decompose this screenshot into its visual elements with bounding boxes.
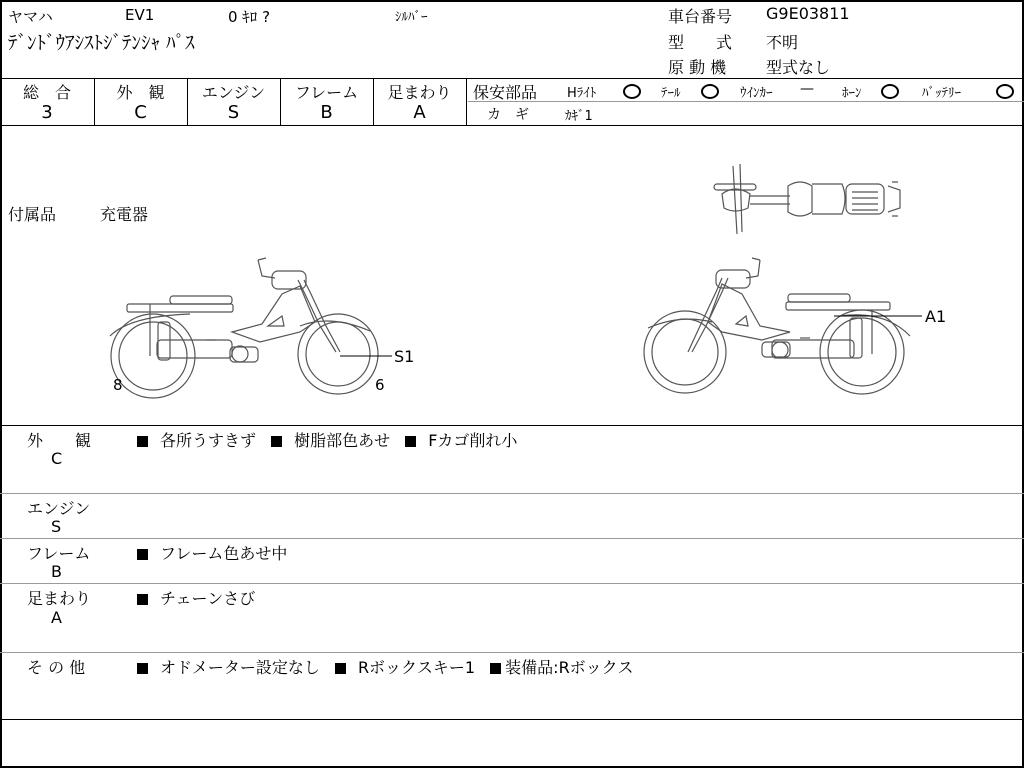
remarks-engine-grade: S: [51, 517, 62, 536]
motorcycle-diagram: [0, 126, 1024, 426]
safety-label: 保安部品: [473, 83, 538, 102]
frame-no-label: 車台番号: [668, 7, 733, 26]
tail-ok-mark: [701, 84, 719, 99]
key-label: カ ギ: [487, 107, 529, 123]
remarks-divider: [0, 652, 1024, 653]
bullet-square-icon: [137, 436, 148, 447]
bullet-square-icon: [137, 663, 148, 674]
exterior-grade-value: C: [134, 102, 147, 123]
remark-item: チェーンさび: [160, 589, 256, 608]
remarks-other-label: そ の 他: [27, 658, 86, 677]
remarks-top-line: [0, 425, 1024, 426]
battery-label: ﾊﾞｯﾃﾘｰ: [922, 86, 961, 101]
remarks-bottom-line: [0, 719, 1024, 720]
damage-marker-8: 8: [113, 376, 123, 394]
horn-label: ﾎｰﾝ: [842, 86, 862, 101]
accessories-value: 充電器: [100, 205, 149, 224]
remarks-exterior-grade: C: [51, 449, 63, 468]
suspension-grade-value: A: [413, 102, 426, 123]
suspension-grade-label: 足まわり: [387, 83, 452, 102]
winker-status: —: [800, 81, 814, 97]
model-code: EV1: [125, 6, 155, 24]
winker-label: ｳｲﾝｶｰ: [740, 86, 773, 101]
remarks-frame-items: [137, 541, 287, 564]
type-label: 型 式: [668, 33, 733, 52]
tail-label: ﾃｰﾙ: [661, 86, 681, 101]
remark-item: 各所うすきず: [160, 431, 257, 450]
model-name: ﾃﾞﾝﾄﾞｳｱｼｽﾄｼﾞﾃﾝｼｬ ﾊﾟｽ: [8, 32, 195, 54]
damage-marker-6: 6: [375, 376, 385, 394]
horn-ok-mark: [881, 84, 899, 99]
remarks-divider: [0, 583, 1024, 584]
overall-grade-label: 総 合: [22, 83, 71, 102]
bullet-square-icon: [137, 549, 148, 560]
remarks-engine-label: エンジン: [27, 499, 91, 518]
remarks-suspension-label: 足まわり: [27, 589, 92, 608]
grade-col-divider: [466, 78, 467, 125]
remark-item: Fカゴ削れ小: [428, 431, 518, 450]
overall-grade-value: 3: [41, 102, 53, 123]
engine-type-value: 型式なし: [766, 58, 831, 77]
remark-item: フレーム色あせ中: [160, 544, 288, 563]
left-side-view-scooter-icon: [110, 258, 378, 398]
maker: ヤマハ: [8, 8, 53, 26]
exterior-grade-label: 外 観: [116, 83, 165, 102]
type-value: 不明: [766, 33, 799, 52]
bullet-square-icon: [490, 663, 501, 674]
accessories-label: 付属品: [8, 205, 57, 224]
bullet-square-icon: [405, 436, 416, 447]
remark-item: 装備品:Rボックス: [505, 658, 634, 677]
frame-no-value: G9E03811: [766, 4, 850, 23]
battery-ok-mark: [996, 84, 1014, 99]
safety-divider-line: [468, 101, 1024, 102]
grade-row-top-line: [0, 78, 1024, 79]
top-view-scooter-icon: [714, 164, 900, 234]
damage-marker-s1: S1: [394, 347, 415, 366]
bullet-square-icon: [137, 594, 148, 605]
remarks-suspension-grade: A: [51, 608, 62, 627]
remark-item: Rボックスキー1: [357, 658, 476, 677]
right-side-view-scooter-icon: [644, 258, 910, 394]
remarks-exterior-items: [137, 428, 517, 451]
remarks-suspension-items: [137, 586, 255, 609]
engine-label: 原 動 機: [668, 58, 727, 77]
remarks-divider: [0, 538, 1024, 539]
frame-grade-label: フレーム: [294, 83, 359, 102]
engine-grade-value: S: [227, 102, 240, 123]
remarks-exterior-label: 外 観: [27, 431, 92, 450]
remark-item: オドメーター設定なし: [160, 658, 320, 677]
remarks-other-items: [137, 655, 634, 678]
remarks-divider: [0, 493, 1024, 494]
remark-item: 樹脂部色あせ: [294, 431, 391, 450]
mileage: 0 ｷﾛ ?: [228, 8, 271, 26]
headlight-ok-mark: [623, 84, 641, 99]
key-value: ｶｷﾞ1: [565, 109, 593, 124]
frame-grade-value: B: [320, 102, 333, 123]
engine-grade-label: エンジン: [201, 83, 266, 102]
bullet-square-icon: [271, 436, 282, 447]
remarks-frame-label: フレーム: [27, 544, 91, 563]
bullet-square-icon: [335, 663, 346, 674]
damage-marker-a1: A1: [925, 307, 947, 326]
color: ｼﾙﾊﾞｰ: [395, 10, 428, 25]
headlight-label: Hﾗｲﾄ: [567, 86, 597, 101]
remarks-frame-grade: B: [51, 562, 62, 581]
